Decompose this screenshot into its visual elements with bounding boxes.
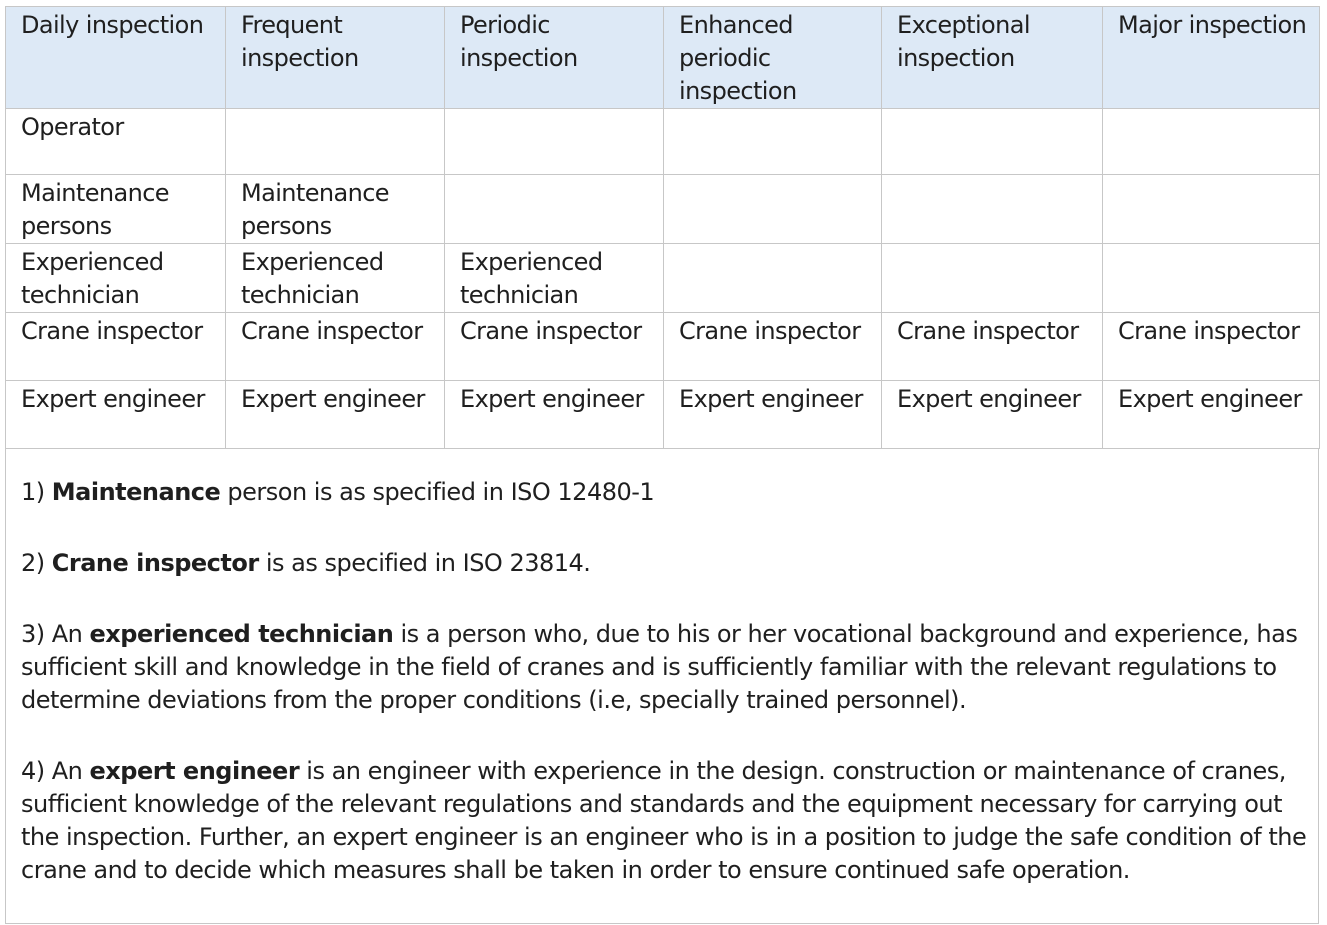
footnote-prefix: 2) <box>21 549 52 577</box>
table-cell: Expert engineer <box>226 381 445 449</box>
footnote-prefix: 1) <box>21 478 52 506</box>
table-cell <box>445 109 664 175</box>
table-cell: Crane inspector <box>882 313 1103 381</box>
table-cell <box>664 244 882 313</box>
table-cell: Maintenance persons <box>226 175 445 244</box>
table-cell: Expert engineer <box>6 381 226 449</box>
table-cell <box>1103 244 1320 313</box>
footnote-prefix: 4) An <box>21 757 90 785</box>
table-cell: Crane inspector <box>1103 313 1320 381</box>
table-cell: Crane inspector <box>664 313 882 381</box>
table-cell: Expert engineer <box>445 381 664 449</box>
footnote-text: is an engineer with experience in the design. construction or maintenance of cranes, sufficient knowledge of the relevant regulations and standards and the equipment necessary for carrying out the inspection. Further, an expert engineer is an engineer who is in a position to judge the safe condition of the crane and to decide which measures shall be taken in order to ensure continued safe operation. <box>21 757 1307 884</box>
table-cell: Maintenance persons <box>6 175 226 244</box>
inspection-personnel-table <box>5 6 1320 449</box>
table-cell <box>664 109 882 175</box>
table-row <box>6 313 1320 381</box>
header-frequent-inspection: Frequent inspection <box>226 7 445 109</box>
footnote-crane-inspector <box>21 547 1308 580</box>
footnote-maintenance <box>21 476 1308 509</box>
footnote-term: Maintenance <box>51 478 221 506</box>
table-cell: Experienced technician <box>445 244 664 313</box>
table-cell: Experienced technician <box>6 244 226 313</box>
table-cell: Expert engineer <box>664 381 882 449</box>
footnote-term: Crane inspector <box>51 549 259 577</box>
table-cell: Crane inspector <box>445 313 664 381</box>
footnotes <box>5 449 1319 924</box>
header-major-inspection: Major inspection <box>1103 7 1320 109</box>
footnote-text: is as specified in ISO 23814. <box>258 549 591 577</box>
table-header-row <box>6 7 1320 109</box>
footnote-term: experienced technician <box>89 620 394 648</box>
header-daily-inspection: Daily inspection <box>6 7 226 109</box>
table-row <box>6 175 1320 244</box>
footnote-expert-engineer <box>21 755 1308 887</box>
document <box>5 6 1319 924</box>
table-row <box>6 244 1320 313</box>
table-cell: Experienced technician <box>226 244 445 313</box>
table-row <box>6 381 1320 449</box>
footnote-term: expert engineer <box>89 757 300 785</box>
table-row <box>6 109 1320 175</box>
table-cell <box>664 175 882 244</box>
table-cell: Expert engineer <box>882 381 1103 449</box>
header-periodic-inspection: Periodic inspection <box>445 7 664 109</box>
table-cell <box>882 175 1103 244</box>
footnote-text: is a person who, due to his or her vocational background and experience, has sufficient skill and knowledge in the field of cranes and is sufficiently familiar with the relevant regulations to determine deviations from the proper conditions (i.e, specially trained personnel). <box>21 620 1298 714</box>
table-cell <box>1103 109 1320 175</box>
table-cell <box>445 175 664 244</box>
table-cell: Expert engineer <box>1103 381 1320 449</box>
table-cell: Crane inspector <box>6 313 226 381</box>
footnote-prefix: 3) An <box>21 620 90 648</box>
footnote-experienced-technician <box>21 618 1308 717</box>
header-enhanced-periodic-inspection: Enhanced periodic inspection <box>664 7 882 109</box>
table-cell: Operator <box>6 109 226 175</box>
header-exceptional-inspection: Exceptional inspection <box>882 7 1103 109</box>
table-cell <box>882 244 1103 313</box>
footnote-text: person is as specified in ISO 12480-1 <box>220 478 655 506</box>
table-cell: Crane inspector <box>226 313 445 381</box>
table-cell <box>1103 175 1320 244</box>
table-cell <box>882 109 1103 175</box>
table-cell <box>226 109 445 175</box>
